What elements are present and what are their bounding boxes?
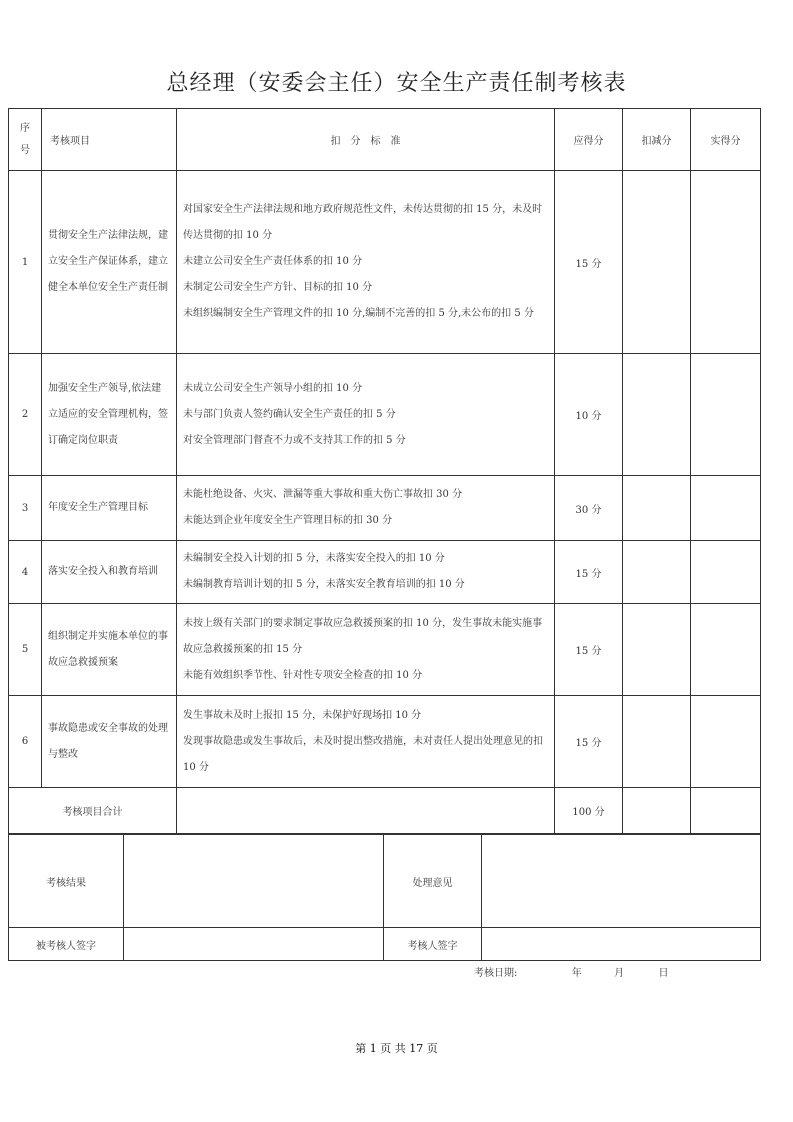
examinee-label: 被考核人签字 xyxy=(9,928,124,961)
criteria-line: 发生事故未及时上报扣 15 分，未保护好现场扣 10 分 xyxy=(183,709,422,721)
row-criteria xyxy=(177,476,555,541)
row-actual-cell[interactable] xyxy=(691,696,761,788)
criteria-line: 未按上级有关部门的要求制定事故应急救援预案的扣 10 分，发生事故未能实施事故应急救援预案的扣 15 分 xyxy=(183,617,543,655)
row-item: 事故隐患或安全事故的处理与整改 xyxy=(42,696,177,788)
row-deduct-cell[interactable] xyxy=(623,604,691,696)
row-score: 15 分 xyxy=(555,541,623,604)
opinion-label: 处理意见 xyxy=(384,835,482,928)
header-item: 考核项目 xyxy=(42,109,177,171)
header-seq: 序号 xyxy=(9,109,42,171)
row-actual-cell[interactable] xyxy=(691,354,761,476)
criteria-line: 未能达到企业年度安全生产管理目标的扣 30 分 xyxy=(183,515,393,526)
table-row xyxy=(9,354,761,476)
signature-table xyxy=(8,834,761,961)
row-item: 落实安全投入和教育培训 xyxy=(42,541,177,604)
row-seq: 1 xyxy=(9,171,42,354)
result-label: 考核结果 xyxy=(9,835,124,928)
row-deduct-cell[interactable] xyxy=(623,476,691,541)
row-criteria xyxy=(177,354,555,476)
page-title: 总经理（安委会主任）安全生产责任制考核表 xyxy=(166,71,627,96)
row-deduct-cell[interactable] xyxy=(623,171,691,354)
table-row xyxy=(9,171,761,354)
row-score: 15 分 xyxy=(555,171,623,354)
total-label: 考核项目合计 xyxy=(9,788,177,834)
row-criteria xyxy=(177,696,555,788)
row-score: 30 分 xyxy=(555,476,623,541)
row-actual-cell[interactable] xyxy=(691,476,761,541)
row-score: 15 分 xyxy=(555,604,623,696)
header-actual: 实得分 xyxy=(691,109,761,171)
total-score: 100 分 xyxy=(555,788,623,834)
row-criteria xyxy=(177,604,555,696)
criteria-line: 未建立公司安全生产责任体系的扣 10 分 xyxy=(183,256,363,267)
total-row xyxy=(9,788,761,834)
criteria-line: 未与部门负责人签约确认安全生产责任的扣 5 分 xyxy=(183,408,396,420)
row-score: 15 分 xyxy=(555,696,623,788)
header-row xyxy=(9,109,761,171)
result-field[interactable] xyxy=(124,835,384,928)
header-deduct: 扣减分 xyxy=(623,109,691,171)
date-day: 日 xyxy=(658,968,669,979)
header-due: 应得分 xyxy=(555,109,623,171)
row-item: 组织制定并实施本单位的事故应急救援预案 xyxy=(42,604,177,696)
result-row xyxy=(9,835,761,928)
examiner-signature-field[interactable] xyxy=(482,928,761,961)
row-seq: 5 xyxy=(9,604,42,696)
row-item: 年度安全生产管理目标 xyxy=(42,476,177,541)
criteria-line: 未编制安全投入计划的扣 5 分，未落实安全投入的扣 10 分 xyxy=(183,553,445,564)
criteria-line: 未能杜绝设备、火灾、泄漏等重大事故和重大伤亡事故扣 30 分 xyxy=(183,489,463,500)
criteria-line: 未编制教育培训计划的扣 5 分，未落实安全教育培训的扣 10 分 xyxy=(183,579,465,590)
table-row xyxy=(9,696,761,788)
row-seq: 4 xyxy=(9,541,42,604)
criteria-line: 未制定公司安全生产方针、目标的扣 10 分 xyxy=(183,282,373,293)
row-actual-cell[interactable] xyxy=(691,171,761,354)
page-number: 第 1 页 共 17 页 xyxy=(355,1042,438,1055)
row-seq: 2 xyxy=(9,354,42,476)
examiner-label: 考核人签字 xyxy=(384,928,482,961)
table-row xyxy=(9,541,761,604)
assessment-table xyxy=(8,108,761,834)
row-deduct-cell[interactable] xyxy=(623,354,691,476)
table-row xyxy=(9,604,761,696)
row-item: 贯彻安全生产法律法规，建立安全生产保证体系，建立健全本单位安全生产责任制 xyxy=(42,171,177,354)
criteria-line: 未能有效组织季节性、针对性专项安全检查的扣 10 分 xyxy=(183,669,423,681)
opinion-field[interactable] xyxy=(482,835,761,928)
row-deduct-cell[interactable] xyxy=(623,696,691,788)
row-criteria xyxy=(177,541,555,604)
total-deduct-cell[interactable] xyxy=(623,788,691,834)
examinee-signature-field[interactable] xyxy=(124,928,384,961)
total-criteria-cell xyxy=(177,788,555,834)
row-score: 10 分 xyxy=(555,354,623,476)
row-seq: 6 xyxy=(9,696,42,788)
signature-row xyxy=(9,928,761,961)
criteria-line: 未成立公司安全生产领导小组的扣 10 分 xyxy=(183,382,363,394)
criteria-line: 对国家安全生产法律法规和地方政府规范性文件，未传达贯彻的扣 15 分，未及时传达贯彻的扣 10 分 xyxy=(183,204,543,241)
row-actual-cell[interactable] xyxy=(691,541,761,604)
row-deduct-cell[interactable] xyxy=(623,541,691,604)
date-label: 考核日期: xyxy=(474,968,518,979)
criteria-line: 发现事故隐患或发生事故后，未及时提出整改措施，未对责任人提出处理意见的扣 10 分 xyxy=(183,735,543,773)
row-item: 加强安全生产领导,依法建立适应的安全管理机构，签订确定岗位职责 xyxy=(42,354,177,476)
date-year: 年 xyxy=(571,968,582,979)
criteria-line: 对安全管理部门督查不力或不支持其工作的扣 5 分 xyxy=(183,434,406,446)
row-criteria xyxy=(177,171,555,354)
row-seq: 3 xyxy=(9,476,42,541)
total-actual-cell[interactable] xyxy=(691,788,761,834)
header-criteria: 扣 分 标 准 xyxy=(177,109,555,171)
table-row xyxy=(9,476,761,541)
assessment-date xyxy=(474,964,669,979)
row-actual-cell[interactable] xyxy=(691,604,761,696)
date-month: 月 xyxy=(614,968,625,979)
criteria-line: 未组织编制安全生产管理文件的扣 10 分,编制不完善的扣 5 分,未公布的扣 5 分 xyxy=(183,308,534,319)
